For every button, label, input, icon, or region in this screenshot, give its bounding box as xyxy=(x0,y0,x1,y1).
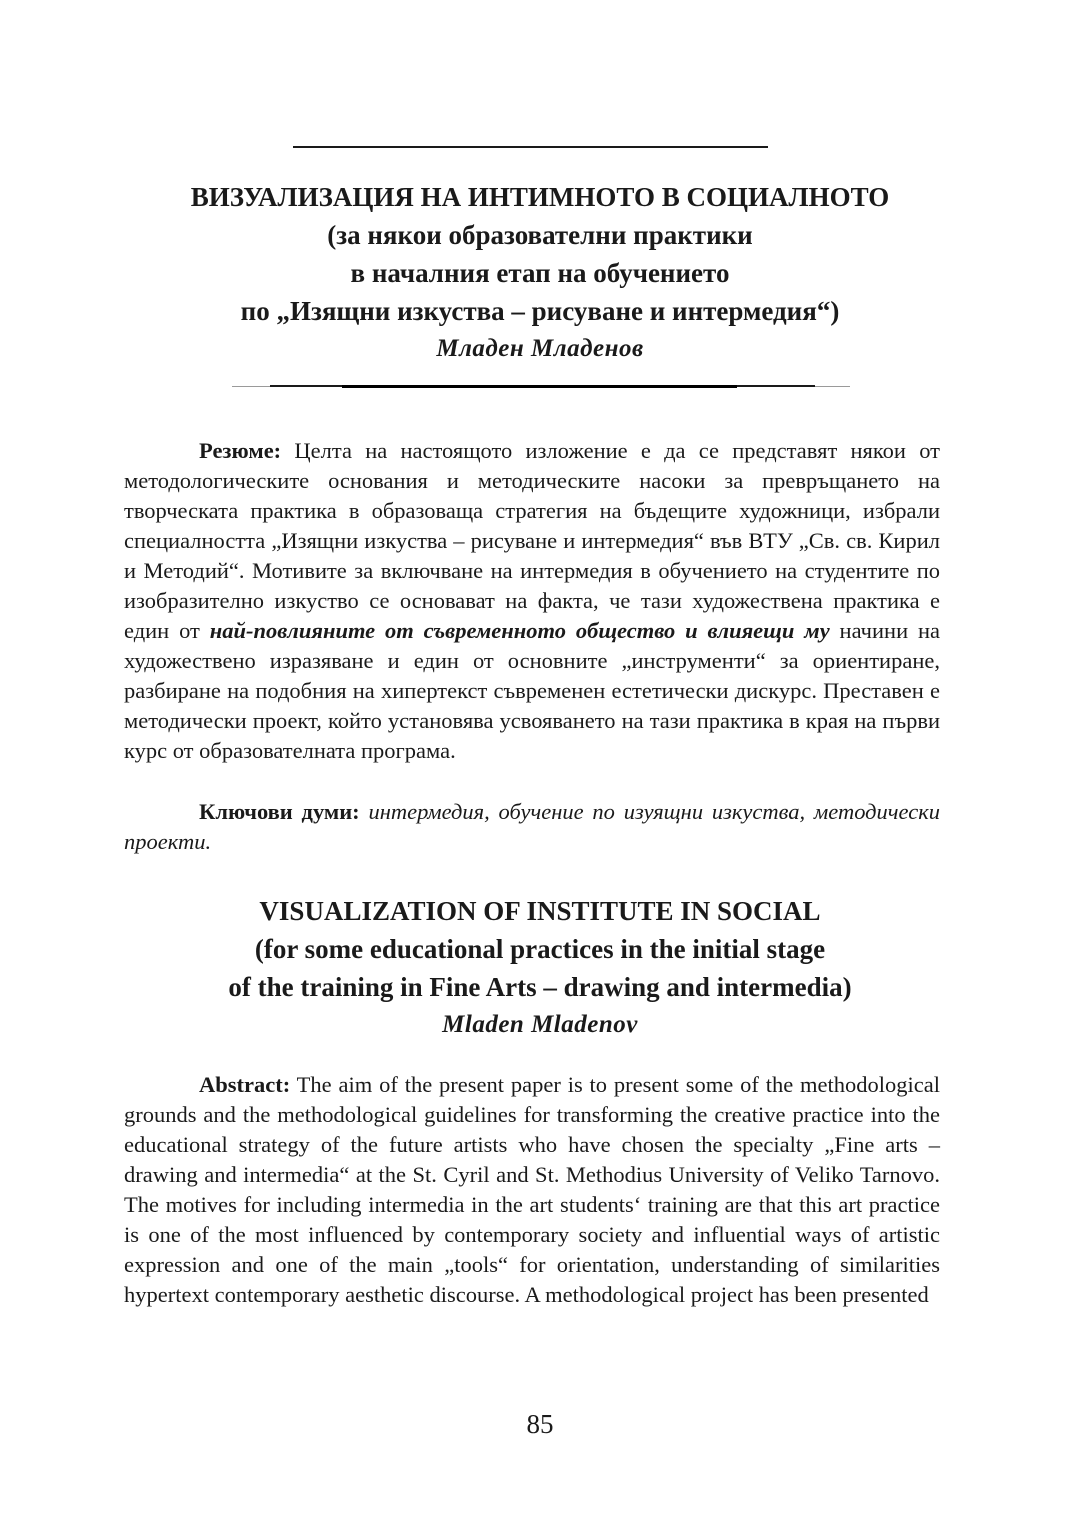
en-abstract-label: Abstract: xyxy=(199,1072,291,1097)
bg-keywords-text: интермедия, обучение по изуящни изкуства, методически проекти. xyxy=(124,799,940,854)
bg-abstract-emphasis: най-повлияните от съвременното общество и влияещи му xyxy=(209,618,830,643)
en-abstract xyxy=(124,1070,940,1310)
bg-title-line-1: ВИЗУАЛИЗАЦИЯ НА ИНТИМНОТО В СОЦИАЛНОТО xyxy=(190,182,890,212)
bg-keywords-label: Ключови думи: xyxy=(199,799,360,824)
bg-title-block xyxy=(100,178,980,368)
bg-abstract xyxy=(124,436,940,766)
en-author: Mladen Mladenov xyxy=(442,1011,638,1038)
bg-abstract-label: Резюме: xyxy=(199,438,282,463)
title-divider xyxy=(232,384,850,390)
bg-title-line-4: по „Изящни изкуства – рисуване и интермедия“) xyxy=(240,296,840,326)
bg-keywords xyxy=(124,797,940,857)
bg-author: Младен Младенов xyxy=(436,335,644,362)
en-title-line-3: of the training in Fine Arts – drawing and intermedia) xyxy=(228,972,852,1002)
en-title-block xyxy=(100,892,980,1044)
top-rule xyxy=(293,146,768,148)
bg-abstract-text-2: начини на художествено изразяване и един от основните „инструменти“ за ориентиране, разбиране на подобния на хипертекст съвременен естетически дискурс. Преставен е методически проект, който установява усвояването на тази практика в края на първи курс от образователната програма. xyxy=(124,618,940,763)
bg-title-line-3: в началния етап на обучението xyxy=(350,258,730,288)
bg-title-line-2: (за някои образователни практики xyxy=(327,220,753,250)
bg-abstract-text-1: Целта на настоящото изложение е да се представят някои от методологическите основания и методическите насоки за превръщането на творческата практика в образоваща стратегия на бъдещите художници, избрали специалността „Изящни изкуства – рисуване и интермедия“ във ВТУ „Св. св. Кирил и Методий“. Мотивите за включване на интермедия в обучението на студентите по изобразително изкуство се основават на факта, че тази художествена практика е един от xyxy=(124,438,940,643)
en-title-line-1: VISUALIZATION OF INSTITUTE IN SOCIAL xyxy=(259,896,821,926)
en-title-line-2: (for some educational practices in the initial stage xyxy=(254,934,826,964)
title-divider-thick xyxy=(342,385,737,388)
page-number: 85 xyxy=(526,1409,554,1439)
en-abstract-text: The aim of the present paper is to present some of the methodological grounds and the methodological guidelines for transforming the creative practice into the educational strategy of the future artists who have chosen the specialty „Fine arts – drawing and intermedia“ at the St. Cyril and St. Methodius University of Veliko Tarnovo. The motives for including intermedia in the art students‘ training are that this art practice is one of the most influenced by contemporary society and influential ways of artistic expression and one of the main „tools“ for orientation, understanding of similarities hypertext contemporary aesthetic discourse. A methodological project has been presented xyxy=(124,1072,940,1307)
